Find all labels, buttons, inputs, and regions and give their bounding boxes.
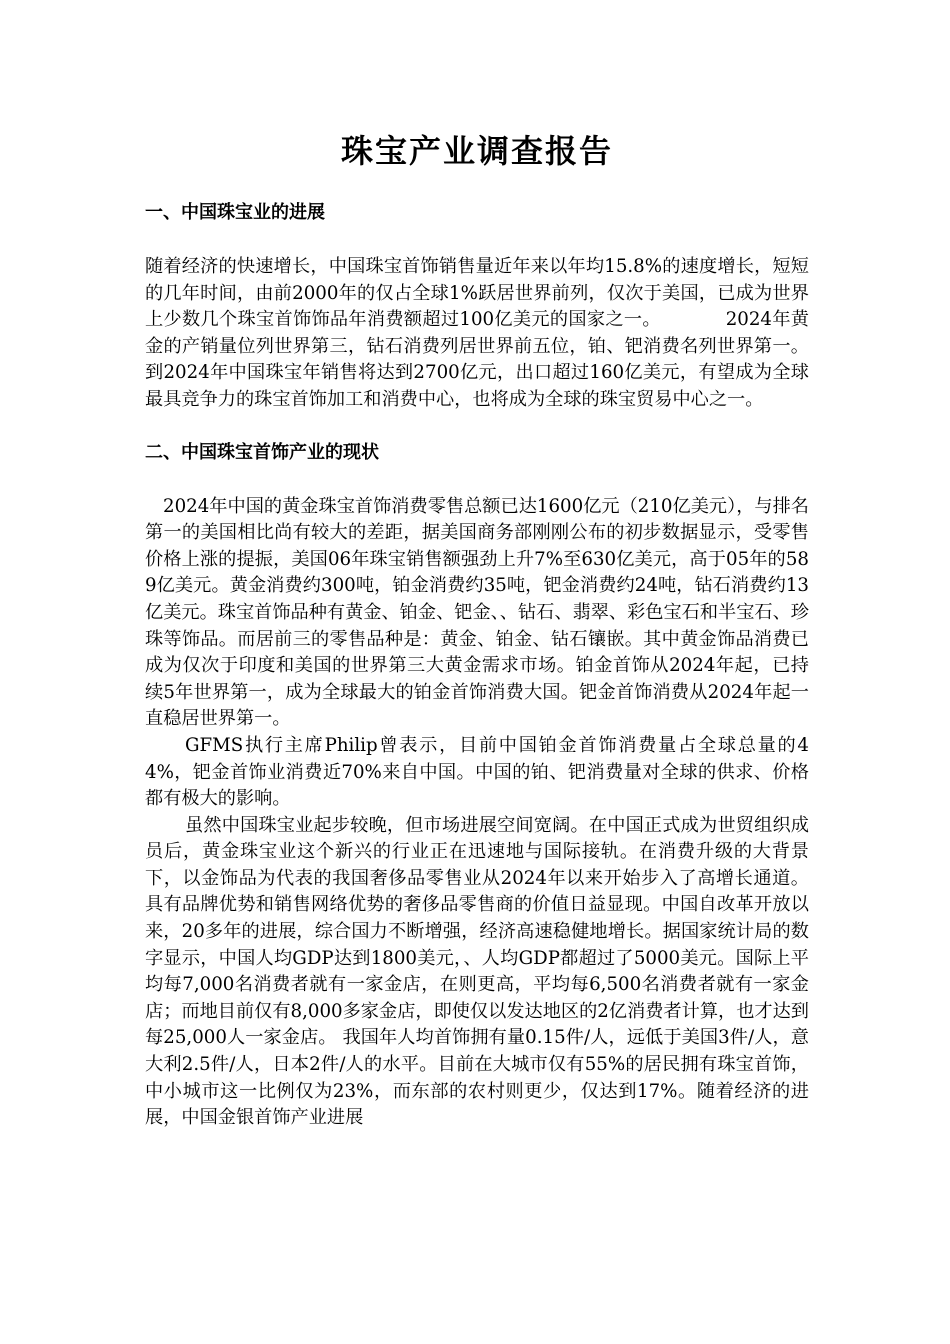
paragraph-market: 虽然中国珠宝业起步较晚，但市场进展空间宽阔。在中国正式成为世贸组织成员后，黄金珠宝业这个新兴的行业正在迅速地与国际接轨。在消费升级的大背景下，以金饰品为代表的我国奢侈品零售业从2024年以来开始步入了高增长通道。具有品牌优势和销售网络优势的奢侈品零售商的价值日益显现。中国自改革开放以来，20多年的进展，综合国力不断增强，经济高速稳健地增长。据国家统计局的数字显示，中国人均GDP达到1800美元，、人均GDP都超过了5000美元。国际上平均每7,000名消费者就有一家金店，在则更高，平均每6,500名消费者就有一家金店；而地目前仅有8,000多家金店，即使仅以发达地区的2亿消费者计算，也才达到每25,000人一家金店。 我国年人均首饰拥有量0.15件/人，远低于美国3件/人，意大利2.5件/人，日本2件/人的水平。目前在大城市仅有55%的居民拥有珠宝首饰，中小城市这一比例仅为23%，而东部的农村则更少，仅达到17%。随着经济的进展，中国金银首饰产业进展 <box>145 814 809 1129</box>
paragraph-progress: 随着经济的快速增长，中国珠宝首饰销售量近年来以年均15.8%的速度增长，短短的几年时间，由前2000年的仅占全球1%跃居世界前列，仅次于美国，已成为世界上少数几个珠宝首饰饰品年消费额超过100亿美元的国家之一。 2024年黄金的产销量位列世界第三，钻石消费列居世界前五位，铂、钯消费名列世界第一。到2024年中国珠宝年销售将达到2700亿元，出口超过160亿美元，有望成为全球最具竞争力的珠宝首饰加工和消费中心，也将成为全球的珠宝贸易中心之一。 <box>145 256 809 410</box>
section-heading-progress: 一、中国珠宝业的进展 <box>145 202 325 223</box>
paragraph-consumption: 2024年中国的黄金珠宝首饰消费零售总额已达1600亿元（210亿美元），与排名第一的美国相比尚有较大的差距，据美国商务部刚刚公布的初步数据显示，受零售价格上涨的提振，美国06年珠宝销售额强劲上升7%至630亿美元，高于05年的589亿美元。黄金消费约300吨，铂金消费约35吨，钯金消费约24吨，钻石消费约13亿美元。珠宝首饰品种有黄金、铂金、钯金、、钻石、翡翠、彩色宝石和半宝石、珍珠等饰品。而居前三的零售品种是：黄金、铂金、钻石镶嵌。其中黄金饰品消费已成为仅次于印度和美国的世界第三大黄金需求市场。铂金首饰从2024年起，已持续5年世界第一，成为全球最大的铂金首饰消费大国。钯金首饰消费从2024年起一直稳居世界第一。 <box>145 495 809 730</box>
section-heading-status: 二、中国珠宝首饰产业的现状 <box>145 441 379 463</box>
document-body <box>145 128 809 1132</box>
document-title: 珠宝产业调查报告 <box>340 132 613 170</box>
paragraph-gfms: GFMS执行主席Philip曾表示，目前中国铂金首饰消费量占全球总量的44%，钯金首饰业消费近70%来自中国。中国的铂、钯消费量对全球的供求、价格都有极大的影响。 <box>145 734 809 810</box>
